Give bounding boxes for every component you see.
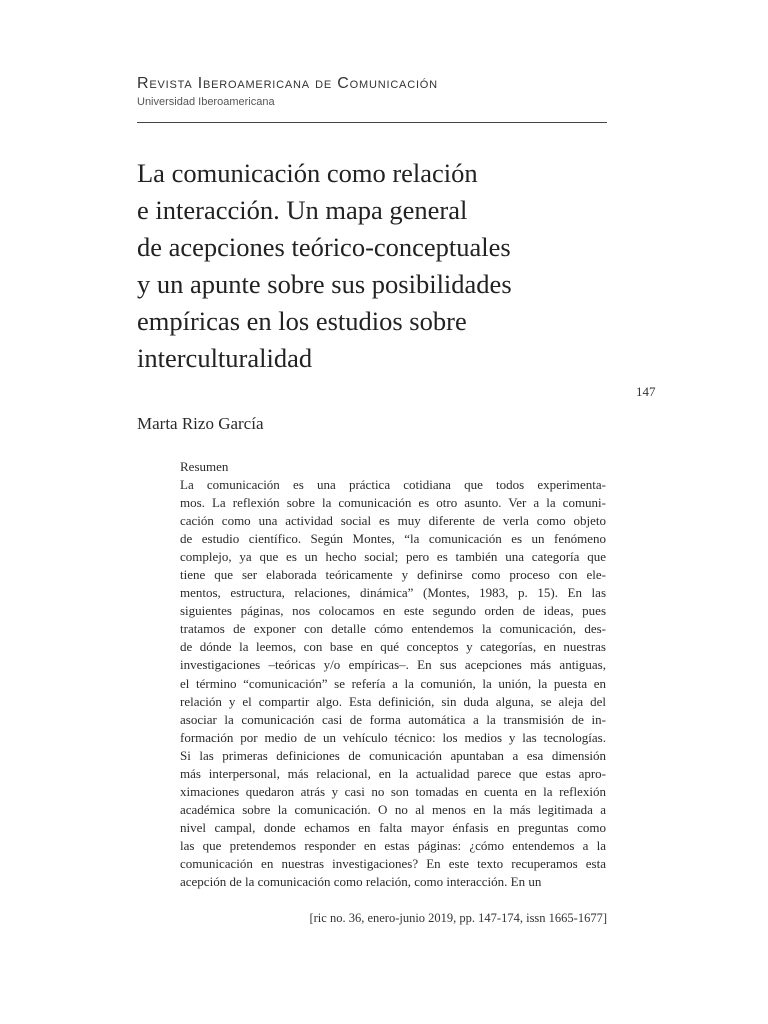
abstract-line: asociar la comunicación casi de forma automática a la transmisión de in-: [180, 711, 606, 727]
abstract-line: las que pretendemos responder en estas páginas: ¿cómo entendemos a la: [180, 837, 606, 853]
abstract-line: complejo, ya que es un hecho social; pero es también una categoría que: [180, 549, 606, 565]
abstract-line: tiene que ser elaborada teóricamente y definirse como proceso con ele-: [180, 567, 606, 583]
abstract-line: tratamos de exponer con detalle cómo entendemos la comunicación, des-: [180, 621, 606, 637]
article-title-line: La comunicación como relación: [137, 158, 478, 188]
abstract-line: de estudio científico. Según Montes, “la comunicación es un fenómeno: [180, 531, 606, 547]
page-number: 147: [636, 384, 656, 399]
abstract-line: comunicación en nuestras investigaciones? En este texto recuperamos esta: [180, 855, 606, 871]
abstract-line: La comunicación es una práctica cotidiana que todos experimenta-: [180, 477, 606, 492]
abstract-line: más interpersonal, más relacional, en la actualidad parece que estas apro-: [180, 765, 606, 781]
journal-title: Revista Iberoamericana de Comunicación: [137, 75, 438, 92]
article-title-line: y un apunte sobre sus posibilidades: [137, 269, 512, 299]
article-title-line: interculturalidad: [137, 343, 313, 373]
abstract-line: ximaciones quedaron atrás y casi no son tomadas en cuenta en la reflexión: [180, 783, 606, 799]
abstract-line: el término “comunicación” se refería a la comunión, la unión, la puesta en: [180, 675, 606, 691]
abstract-line: Si las primeras definiciones de comunicación apuntaban a esa dimensión: [180, 747, 606, 763]
abstract-line: de dónde la leemos, con base en qué conceptos y categorías, en nuestras: [180, 639, 606, 655]
header-divider: [137, 122, 607, 123]
abstract-line: académica sobre la comunicación. O no al menos en la más legitimada a: [180, 801, 606, 817]
article-title: [137, 155, 617, 377]
article-title-line: empíricas en los estudios sobre: [137, 306, 467, 336]
journal-header: [137, 74, 607, 109]
abstract-line: siguientes páginas, nos colocamos en este segundo orden de ideas, pues: [180, 603, 606, 619]
article-title-line: e interacción. Un mapa general: [137, 195, 468, 225]
abstract-line: mos. La reflexión sobre la comunicación es otro asunto. Ver a la comuni-: [180, 495, 606, 511]
journal-subtitle: Universidad Iberoamericana: [137, 96, 275, 108]
abstract-line: investigaciones –teóricas y/o empíricas–. En sus acepciones más antiguas,: [180, 657, 606, 673]
abstract-line: cación como una actividad social es muy diferente de verla como objeto: [180, 513, 606, 529]
abstract-line: formación por medio de un vehículo técnico: los medios y las tecnologías.: [180, 729, 606, 745]
abstract-heading: Resumen: [180, 459, 229, 474]
citation: [ric no. 36, enero-junio 2019, pp. 147-174, issn 1665-1677]: [309, 911, 607, 925]
author-name: Marta Rizo García: [137, 414, 264, 433]
abstract-line: relación y el compartir algo. Esta definición, sin duda alguna, se aleja del: [180, 693, 606, 709]
abstract-line: acepción de la comunicación como relación, como interacción. En un: [180, 874, 542, 890]
abstract: [180, 458, 606, 891]
abstract-line: mentos, estructura, relaciones, dinámica” (Montes, 1983, p. 15). En las: [180, 585, 606, 601]
abstract-line: nivel campal, donde echamos en falta mayor énfasis en preguntas como: [180, 819, 606, 835]
article-title-line: de acepciones teórico-conceptuales: [137, 232, 511, 262]
